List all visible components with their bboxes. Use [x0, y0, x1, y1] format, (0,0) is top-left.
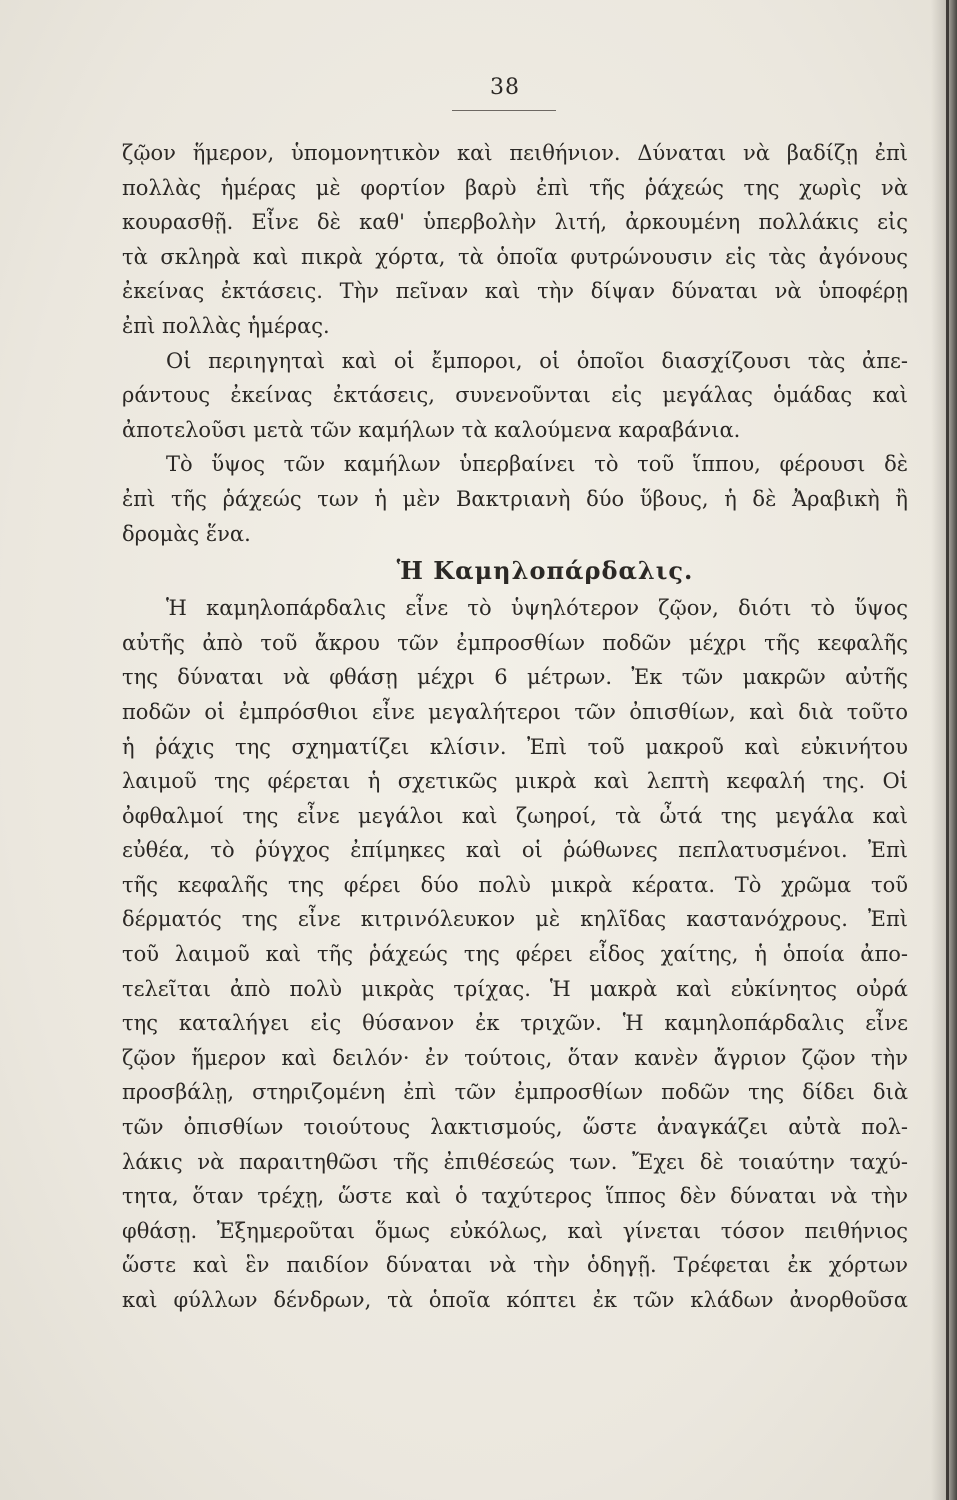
text-line: ἡ ῥάχις της σχηματίζει κλίσιν. Ἐπὶ τοῦ μακροῦ καὶ εὐκινήτου [122, 734, 908, 759]
text-line: λάκις νὰ παραιτηθῶσι τῆς ἐπιθέσεώς των. Ἔχει δὲ τοιαύτην ταχύ- [122, 1149, 908, 1174]
text-line: τοῦ λαιμοῦ καὶ τῆς ῥάχεώς της φέρει εἶδος χαίτης, ἡ ὁποία ἀπο- [122, 942, 908, 967]
text-line: ἐκείνας ἐκτάσεις. Τὴν πεῖναν καὶ τὴν δίψαν δύναται νὰ ὑποφέρῃ [122, 279, 908, 304]
page-edge-shadow [931, 0, 957, 1500]
text-line: ποδῶν οἱ ἐμπρόσθιοι εἶνε μεγαλήτεροι τῶν ὀπισθίων, καὶ διὰ τοῦτο [122, 699, 908, 724]
text-line: τῆς κεφαλῆς της φέρει δύο πολὺ μικρὰ κέρατα. Τὸ χρῶμα τοῦ [122, 872, 908, 897]
text-line: ἀποτελοῦσι μετὰ τῶν καμήλων τὰ καλούμενα καραβάνια. [122, 417, 741, 442]
text-line: ζῷον ἥμερον καὶ δειλόν· ἐν τούτοις, ὅταν κανὲν ἄγριον ζῷον τὴν [122, 1045, 908, 1070]
text-line: φθάσῃ. Ἐξημεροῦται ὅμως εὐκόλως, καὶ γίνεται τόσον πειθήνιος [122, 1218, 908, 1243]
text-line: αὐτῆς ἀπὸ τοῦ ἄκρου τῶν ἐμπροσθίων ποδῶν μέχρι τῆς κεφαλῆς [122, 630, 908, 655]
text-line: ὥστε καὶ ἓν παιδίον δύναται νὰ τὴν ὁδηγῇ. Τρέφεται ἐκ χόρτων [122, 1253, 908, 1278]
text-line: ἐπὶ πολλὰς ἡμέρας. [122, 313, 330, 338]
text-line: Τὸ ὕψος τῶν καμήλων ὑπερβαίνει τὸ τοῦ ἵππου, φέρουσι δὲ [166, 452, 908, 477]
text-line: τὰ σκληρὰ καὶ πικρὰ χόρτα, τὰ ὁποῖα φυτρώνουσιν εἰς τὰς ἀγόνους [122, 244, 908, 269]
text-line: της καταλήγει εἰς θύσανον ἐκ τριχῶν. Ἡ καμηλοπάρδαλις εἶνε [122, 1011, 908, 1036]
page-number-rule [452, 110, 556, 111]
text-line: τελεῖται ἀπὸ πολὺ μικρὰς τρίχας. Ἡ μακρὰ καὶ εὐκίνητος οὐρά [122, 976, 908, 1001]
text-line: καὶ φύλλων δένδρων, τὰ ὁποῖα κόπτει ἐκ τῶν κλάδων ἀνορθοῦσα [122, 1288, 908, 1312]
text-line: τητα, ὅταν τρέχῃ, ὥστε καὶ ὁ ταχύτερος ἵππος δὲν δύναται νὰ τὴν [122, 1184, 908, 1209]
text-line: εὐθέα, τὸ ῥύγχος ἐπίμηκες καὶ οἱ ῥώθωνες πεπλατυσμένοι. Ἐπὶ [122, 838, 908, 863]
text-line: ἐπὶ τῆς ῥάχεώς των ἡ μὲν Βακτριανὴ δύο ὕβους, ἡ δὲ Ἀραβικὴ ἢ [122, 486, 908, 511]
text-line: ράντους ἐκείνας ἐκτάσεις, συνενοῦνται εἰς μεγάλας ὁμάδας καὶ [122, 383, 908, 408]
text-line: κουρασθῇ. Εἶνε δὲ καθ' ὑπερβολὴν λιτή, ἀρκουμένη πολλάκις εἰς [122, 210, 908, 235]
text-line: τῶν ὀπισθίων τοιούτους λακτισμούς, ὥστε ἀναγκάζει αὐτὰ πολ- [122, 1115, 908, 1140]
text-line: της δύναται νὰ φθάσῃ μέχρι 6 μέτρων. Ἐκ τῶν μακρῶν αὐτῆς [122, 665, 908, 690]
section-heading: Ἡ Καμηλοπάρδαλις. [396, 556, 694, 586]
text-line: λαιμοῦ της φέρεται ἡ σχετικῶς μικρὰ καὶ λεπτὴ κεφαλή της. Οἱ [122, 769, 908, 794]
page-edge-line [946, 0, 949, 1500]
body-text [122, 136, 908, 1318]
text-line: Ἡ καμηλοπάρδαλις εἶνε τὸ ὑψηλότερον ζῷον, διότι τὸ ὕψος [166, 596, 908, 621]
text-line: ζῷον ἥμερον, ὑπομονητικὸν καὶ πειθήνιον. Δύναται νὰ βαδίζῃ ἐπὶ [122, 141, 908, 165]
text-line: πολλὰς ἡμέρας μὲ φορτίον βαρὺ ἐπὶ τῆς ῥάχεώς της χωρὶς νὰ [122, 175, 908, 200]
text-line: προσβάλῃ, στηριζομένη ἐπὶ τῶν ἐμπροσθίων ποδῶν της δίδει διὰ [122, 1080, 908, 1105]
text-line: δρομὰς ἕνα. [122, 521, 251, 546]
text-line: ὀφθαλμοί της εἶνε μεγάλοι καὶ ζωηροί, τὰ ὦτά της μεγάλα καὶ [122, 803, 908, 828]
text-line: Οἱ περιηγηταὶ καὶ οἱ ἔμποροι, οἱ ὁποῖοι διασχίζουσι τὰς ἀπε- [166, 348, 908, 373]
page-number: 38 [490, 75, 520, 100]
text-line: δέρματός της εἶνε κιτρινόλευκον μὲ κηλῖδας καστανόχρους. Ἐπὶ [122, 907, 908, 932]
